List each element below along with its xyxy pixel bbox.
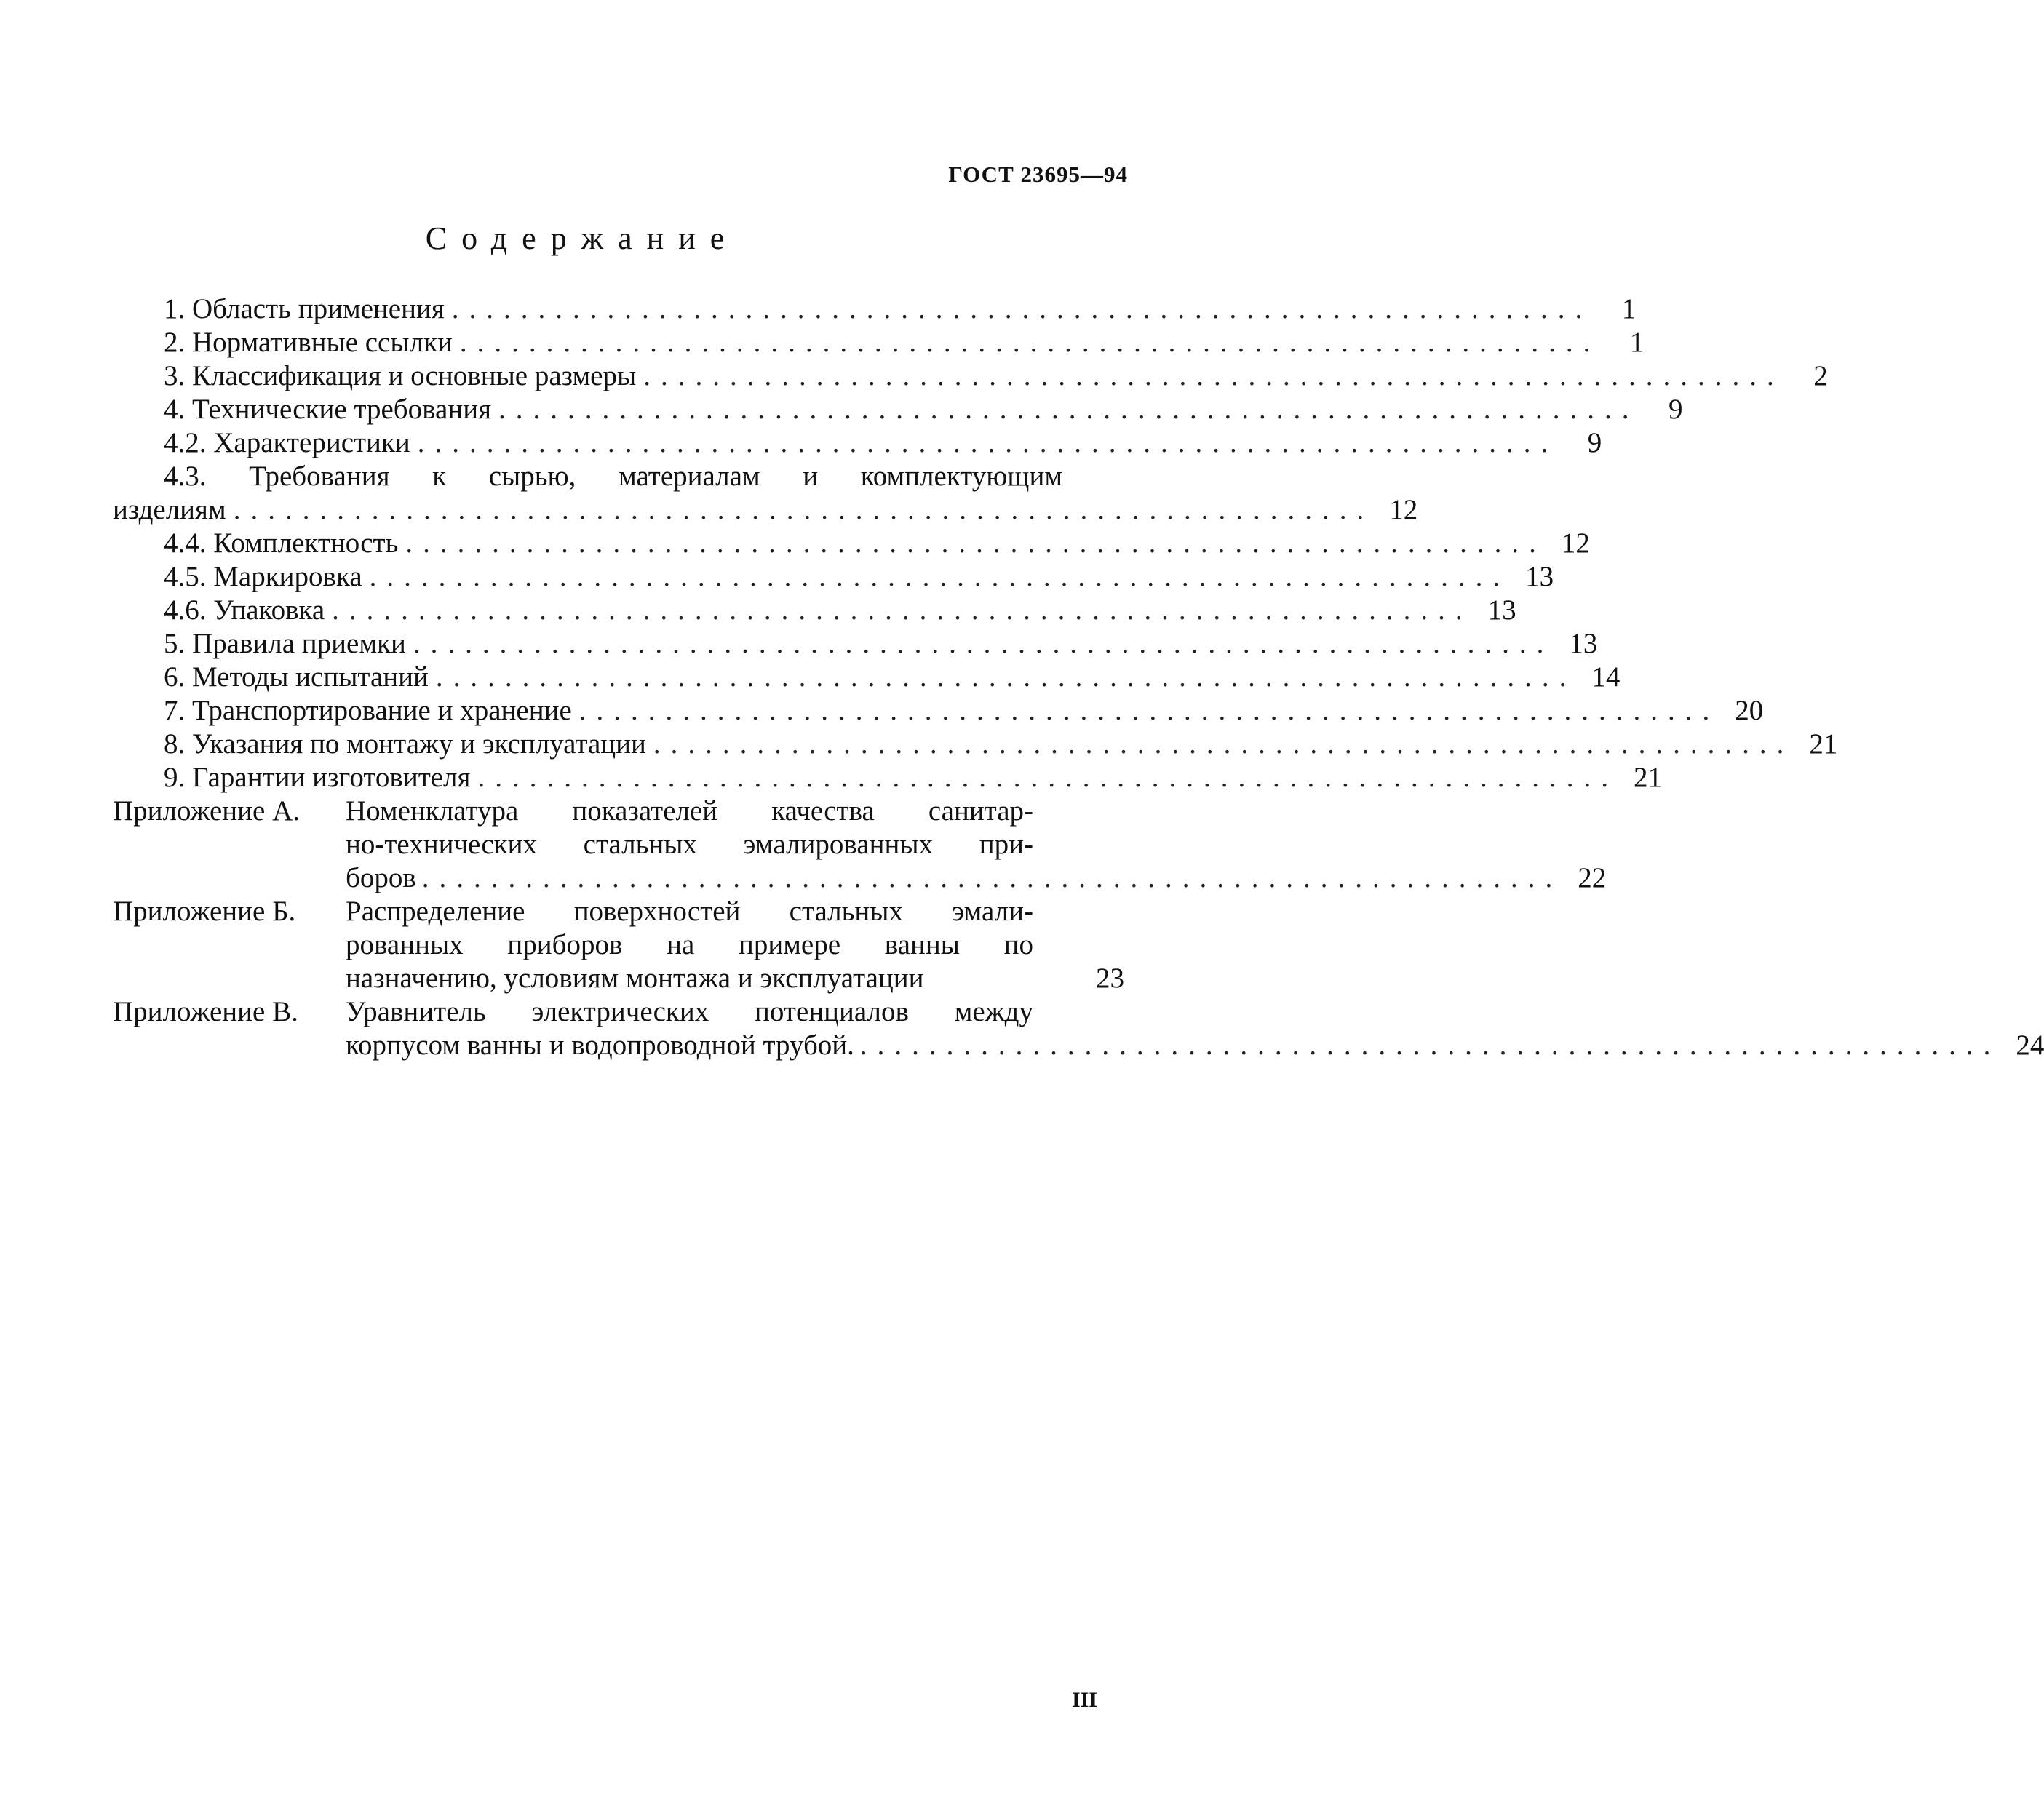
toc-title: Содержание [425,220,739,256]
toc-entry-warranty[interactable] [113,761,1662,794]
toc-entry-page: 23 [1096,963,1124,994]
toc-entry-label: 8. Указания по монтажу и эксплуатации [164,728,646,760]
toc-entry-page: 12 [1389,494,1418,525]
toc-entry-label-line1: 4.3. Требования к сырью, материалам и комплектующим [164,461,1062,492]
appendix-prefix: Приложение А. [113,795,300,827]
toc-entry-label: 4.6. Упаковка [164,594,325,626]
toc-entry-label: 5. Правила приемки [164,628,406,659]
toc-entry-page: 21 [1809,728,1838,760]
toc-entry-raw-materials[interactable] [113,460,1418,527]
appendix-line: назначению, условиям монтажа и эксплуатации [346,963,924,994]
toc-entry-label: 6. Методы испытаний [164,661,429,693]
toc-entry-classification[interactable] [113,359,1828,393]
toc-entry-label: 7. Транспортирование и хранение [164,695,572,726]
appendix-line: Распределение поверхностей стальных эмали- [346,896,1033,927]
toc-entry-label: 3. Классификация и основные размеры [164,360,637,391]
appendix-line: Номенклатура показателей качества санитар- [346,795,1033,827]
toc-entry-page: 21 [1633,762,1662,793]
toc-entry-page: 13 [1569,628,1598,659]
toc-leader-dots: .................................................................. [498,394,1639,425]
toc-appendix-v[interactable] [113,995,2044,1062]
toc-leader-dots: .................................................................. [233,494,1375,525]
toc-entry-label: 4.4. Комплектность [164,527,399,559]
toc-entry-packaging[interactable] [113,594,1516,627]
toc-entry-page: 22 [1578,862,1607,893]
toc-leader-dots: .................................................................. [421,862,1563,893]
toc-entry-label: 1. Область применения [164,293,445,324]
toc-entry-page: 12 [1561,527,1590,559]
toc-entry-installation[interactable] [113,728,1838,761]
appendix-line: боров [346,862,416,893]
toc-entry-normative-refs[interactable] [113,326,1645,359]
toc-entry-characteristics[interactable] [113,426,1602,460]
toc-entry-transport[interactable] [113,694,1764,728]
toc-entry-page: 9 [1669,394,1683,425]
toc-entry-page: 1 [1621,293,1637,324]
appendix-prefix: Приложение В. [113,996,298,1027]
toc-leader-dots: .................................................................. [643,360,1784,391]
toc-entry-page: 20 [1735,695,1764,726]
toc-entry-label-line2: изделиям [113,494,226,525]
appendix-prefix: Приложение Б. [113,896,296,927]
toc-entry-label: 4. Технические требования [164,394,492,425]
toc-entry-label: 9. Гарантии изготовителя [164,762,471,793]
toc-entry-completeness[interactable] [113,527,1590,560]
toc-leader-dots: .................................................................. [413,628,1554,659]
toc-entry-page: 2 [1813,360,1828,391]
toc-entry-test-methods[interactable] [113,661,1621,694]
toc-leader-dots: .................................................................. [451,293,1593,324]
appendix-line: но-технических стальных эмалированных при- [346,829,1033,860]
toc-entry-tech-requirements[interactable] [113,393,1683,426]
toc-leader-dots: .................................................................. [405,527,1546,559]
toc-leader-dots: .................................................................. [435,661,1577,693]
toc-entry-scope[interactable] [113,292,1637,326]
toc-leader-dots: .................................................................. [653,728,1794,760]
toc-entry-page: 13 [1525,561,1554,592]
toc-entry-label: 4.5. Маркировка [164,561,362,592]
toc-leader-dots: .................................................................. [417,427,1559,458]
toc-entry-label: 2. Нормативные ссылки [164,327,453,358]
toc-entry-page: 13 [1487,594,1516,626]
toc-entry-page: 14 [1591,661,1621,693]
toc-entry-acceptance[interactable] [113,627,1598,661]
appendix-line: Уравнитель электрических потенциалов между [346,996,1033,1027]
toc-leader-dots: .................................................................. [332,594,1473,626]
appendix-line: рованных приборов на примере ванны по [346,929,1033,960]
toc-leader-dots: .................................................................. [859,1030,2001,1061]
toc-leader-dots: .................................................................. [369,561,1511,592]
toc-leader-dots: .................................................................. [477,762,1618,793]
table-of-contents [113,292,2044,1062]
toc-entry-page: 1 [1629,327,1645,358]
toc-entry-page: 9 [1587,427,1602,458]
toc-entry-page: 24 [2016,1030,2044,1061]
toc-entry-marking[interactable] [113,560,1554,594]
document-code: ГОСТ 23695—94 [948,162,1128,187]
toc-appendix-a[interactable] [113,794,1607,895]
toc-entry-label: 4.2. Характеристики [164,427,410,458]
toc-appendix-b[interactable] [113,895,1124,995]
appendix-line: корпусом ванны и водопроводной трубой. [346,1030,854,1061]
toc-leader-dots: .................................................................. [459,327,1601,358]
toc-leader-dots: .................................................................. [578,695,1720,726]
page-number: III [1071,1688,1097,1712]
